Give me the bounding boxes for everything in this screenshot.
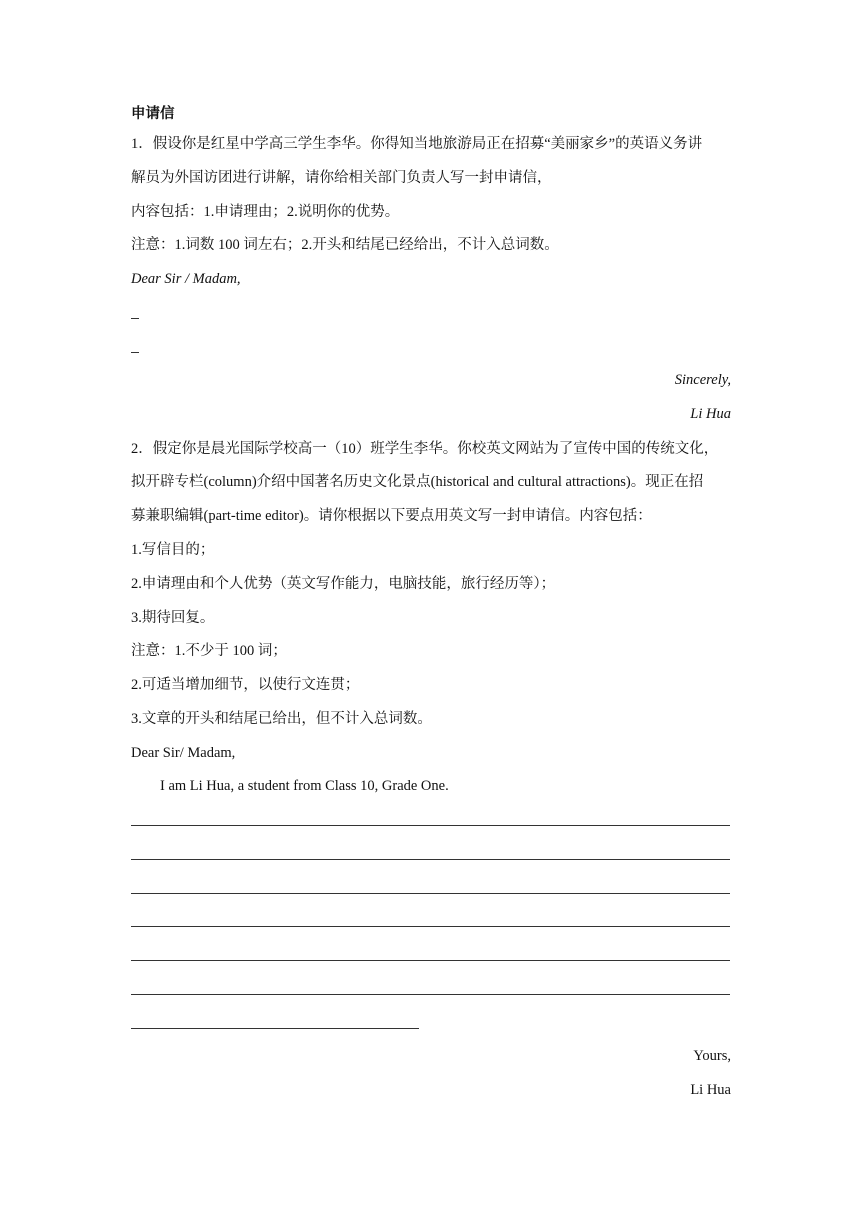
task2-note: 3.文章的开头和结尾已给出，但不计入总词数。 bbox=[131, 711, 432, 727]
task1-blank-dash-2 bbox=[131, 352, 139, 353]
task2-prompt-line2: 拟开辟专栏(column)介绍中国著名历史文化景点(historical and cultural attractions)。现正在招 bbox=[131, 474, 704, 490]
task2-note: 注意：1.不少于 100 词； bbox=[131, 643, 287, 659]
task2-note: 2.可适当增加细节，以使行文连贯； bbox=[131, 677, 360, 693]
writing-blank-line bbox=[131, 825, 730, 826]
task2-salutation: Dear Sir/ Madam, bbox=[131, 745, 236, 761]
writing-blank-line bbox=[131, 893, 730, 894]
writing-blank-line bbox=[131, 960, 730, 961]
task1-closing: Sincerely, bbox=[674, 372, 731, 388]
page-heading: 申请信 bbox=[131, 106, 175, 122]
task2-point: 3.期待回复。 bbox=[131, 610, 215, 626]
task1-signature: Li Hua bbox=[690, 406, 731, 422]
writing-blank-line bbox=[131, 859, 730, 860]
task2-prompt-line3: 募兼职编辑(part-time editor)。请你根据以下要点用英文写一封申请信。内容包括： bbox=[131, 508, 652, 524]
task1-prompt-line2: 解员为外国访团进行讲解，请你给相关部门负责人写一封申请信， bbox=[131, 170, 552, 186]
task2-opening-sentence: I am Li Hua, a student from Class 10, Grade One. bbox=[160, 778, 449, 794]
task2-point: 1.写信目的； bbox=[131, 542, 215, 558]
writing-blank-line bbox=[131, 994, 730, 995]
task1-blank-dash-1 bbox=[131, 318, 139, 319]
writing-blank-line bbox=[131, 1028, 419, 1029]
task2-point: 2.申请理由和个人优势（英文写作能力，电脑技能，旅行经历等）； bbox=[131, 576, 556, 592]
task1-salutation: Dear Sir / Madam, bbox=[131, 271, 241, 287]
task2-closing: Yours, bbox=[693, 1048, 731, 1064]
task2-signature: Li Hua bbox=[690, 1082, 731, 1098]
task1-content: 内容包括：1.申请理由；2.说明你的优势。 bbox=[131, 204, 400, 220]
task1-note: 注意：1.词数 100 词左右；2.开头和结尾已经给出，不计入总词数。 bbox=[131, 237, 559, 253]
task1-prompt-line1: 1．假设你是红星中学高三学生李华。你得知当地旅游局正在招募“美丽家乡”的英语义务讲 bbox=[131, 136, 703, 152]
writing-blank-line bbox=[131, 926, 730, 927]
task2-prompt-line1: 2．假定你是晨光国际学校高一（10）班学生李华。你校英文网站为了宣传中国的传统文化， bbox=[131, 441, 719, 457]
